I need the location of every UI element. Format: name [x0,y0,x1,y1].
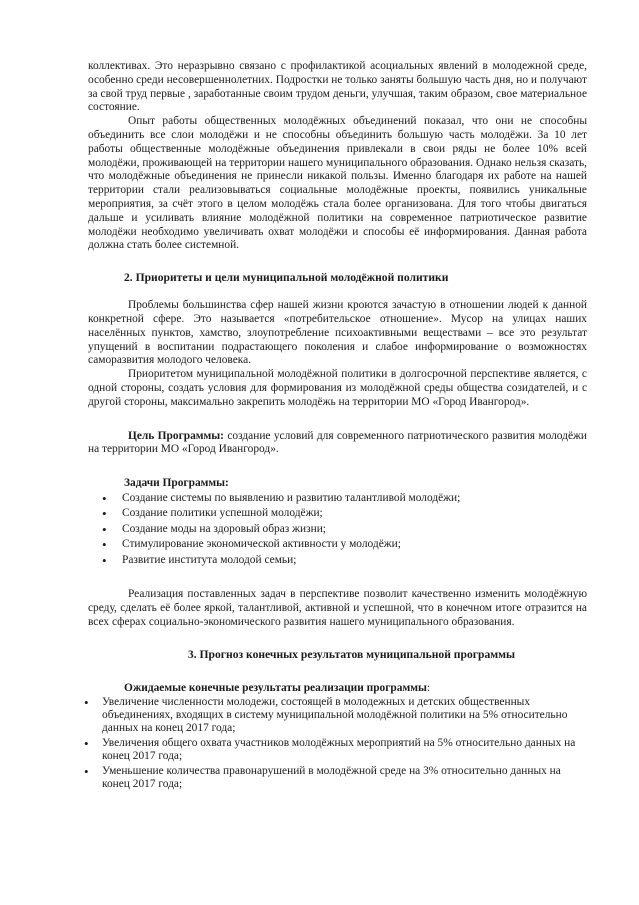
results-colon: : [426,681,431,694]
list-item: • Создание политики успешной молодёжи; [88,506,587,522]
paragraph-5: Реализация поставленных задач в перспективе позволит качественно изменить молодёжную среду, сделать её более яркой, талантливой, активной и успешной, что в конечном итоге отразится на всех сферах социально-экономического развития нашего муниципального образования. [88,588,587,629]
list-item: • Развитие института молодой семьи; [88,553,587,569]
paragraph-2: Опыт работы общественных молодёжных объединений показал, что они не способны объединить все слои молодёжи и не способны объединить большую часть молодёжи. За 10 лет работы общественные молодёжные объединения привлекали в свои ряды не более 10% всей молодёжи, проживающей на территории нашего муниципального образования. Однако нельзя сказать, что молодёжные объединения не принесли никакой пользы. Именно благодаря их работе на нашей территории стали реализовываться социальные молодёжные проекты, появились уникальные мероприятия, за счёт этого в целом молодёжь стала более организована. Для того чтобы двигаться дальше и усиливать влияние молодёжной политики на современное патриотическое развитие молодёжи необходимо увеличивать охват молодёжи и способы её информирования. Данная работа должна стать более системной. [88,115,587,252]
goal-label: Цель Программы: [128,429,224,442]
list-item: • Уменьшение количества правонарушений в молодёжной среде на 3% относительно данных на конец 2017 года; [84,765,587,792]
tasks-list [88,491,587,569]
list-item: • Создание моды на здоровый образ жизни; [88,522,587,538]
goal-paragraph [88,430,587,458]
list-item: • Создание системы по выявлению и развитию талантливой молодёжи; [88,491,587,507]
results-title: Ожидаемые конечные результаты реализации программы [124,681,427,694]
paragraph-4: Приоритетом муниципальной молодёжной политики в долгосрочной перспективе является, с одной стороны, создать условия для формирования из молодёжной среды общества созидателей, и с другой стороны, максимально закрепить молодёжь на территории МО «Город Ивангород». [88,368,587,408]
results-list [84,696,587,792]
paragraph-3: Проблемы большинства сфер нашей жизни кроются зачастую в отношении людей к данной конкретной сфере. Это называется «потребительское отношение». Мусор на улицах наших населённых пунктов, хамство, злоупотребление психоактивными веществами – все это результат упущений в воспитании подрастающего поколения и слабое информирование о возможностях саморазвития молодого человека. [88,299,587,367]
paragraph-1: коллективах. Это неразрывно связано с профилактикой асоциальных явлений в молодежной среде, особенно среди несовершеннолетних. Подростки не только заняты большую часть дня, но и получают за свой труд первые , заработанные своим трудом деньги, улучшая, таким образом, свое материальное состояние. [88,60,587,114]
list-item: • Увеличение численности молодежи, состоящей в молодежных и детских общественных объединениях, входящих в систему муниципальной молодёжной политики на 5% относительно данных на конец 2017 года; [84,696,587,736]
list-item: • Увеличения общего охвата участников молодёжных мероприятий на 5% относительно данных на конец 2017 года; [84,737,587,764]
results-heading [124,682,587,696]
list-item: • Стимулирование экономической активности у молодёжи; [88,537,587,553]
tasks-heading: Задачи Программы: [124,477,229,490]
goal-text: создание условий для современного патриотического развития молодёжи на территории МО «Город Ивангород». [88,429,587,456]
section-3-heading: 3. Прогноз конечных результатов муниципальной программы [187,647,516,661]
section-2-heading: 2. Приоритеты и цели муниципальной молодёжной политики [124,271,449,285]
